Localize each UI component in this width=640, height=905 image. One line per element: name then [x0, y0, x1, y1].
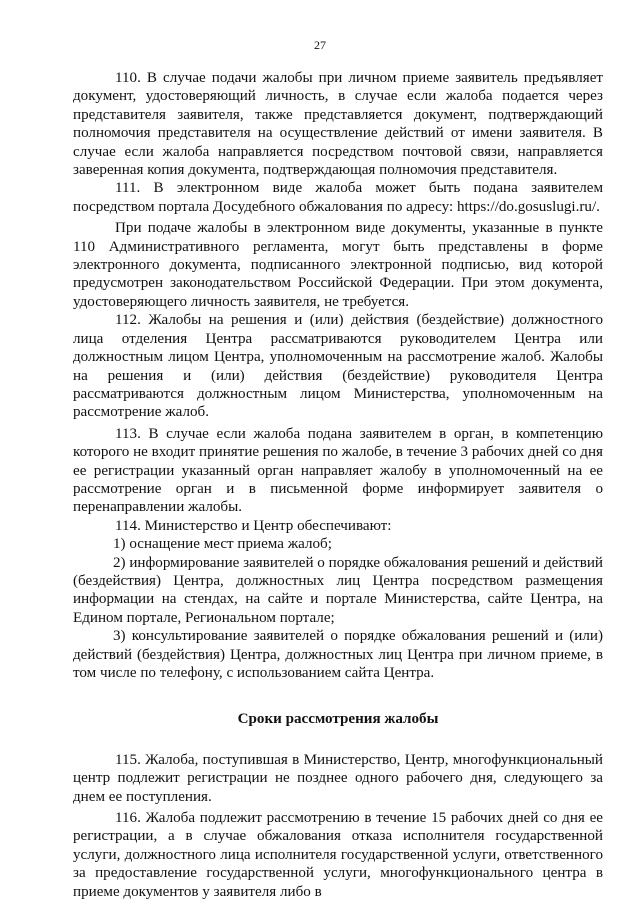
document-body — [73, 69, 603, 901]
list-item-1: 1) оснащение мест приема жалоб; — [113, 536, 332, 553]
section-heading: Сроки рассмотрения жалобы — [237, 711, 439, 728]
paragraph-112: 112. Жалобы на решения и (или) действия (бездействие) должностного лица отделения Центра рассматриваются руководителем Центра или должностным лицом Центра, уполномоченным на рассмотрение жалоб. Жалобы на решения и (или) действия (бездействие) руководителя Центра рассматриваются должностным лицом Министерства, уполномоченным на рассмотрение жалоб. — [73, 312, 603, 421]
paragraph-111: 111. В электронном виде жалоба может быть подана заявителем посредством портала Досудебного обжалования по адресу: https://do.gosuslugi.ru/. — [73, 180, 603, 215]
paragraph-electronic-submission: При подаче жалобы в электронном виде документы, указанные в пункте 110 Административного регламента, могут быть представлены в форме электронного документа, подписанного электронной подписью, вид которой предусмотрен законодательством Российской Федерации. При этом документа, удостоверяющего личность заявителя, не требуется. — [73, 220, 603, 310]
paragraph-113: 113. В случае если жалоба подана заявителем в орган, в компетенцию которого не входит принятие решения по жалобе, в течение 3 рабочих дней со дня ее регистрации указанный орган направляет жалобу в уполномоченный на ее рассмотрение орган и в письменной форме информирует заявителя о перенаправлении жалобы. — [73, 425, 603, 516]
list-item-2: 2) информирование заявителей о порядке обжалования решений и действий (бездействия) Центра, должностных лиц Центра посредством размещения информации на стендах, на сайте и портале Министерства, сайте Центра, на Едином портале, Региональном портале; — [73, 554, 604, 626]
paragraph-116: 116. Жалоба подлежит рассмотрению в течение 15 рабочих дней со дня ее регистрации, а в случае обжалования отказа исполнителя государственной услуги, должностного лица исполнителя государственной услуги, ответственного за предоставление государственной услуги, многофункционального центра в приеме документов у заявителя либо в — [73, 810, 603, 900]
paragraph-110: 110. В случае подачи жалобы при личном приеме заявитель предъявляет документ, удостоверяющий личность, в случае если жалоба подается через представителя заявителя, также представляется документ, подтверждающий полномочия представителя на осуществление действий от имени заявителя. В случае если жалоба направляется посредством почтовой связи, направляется заверенная копия документа, подтверждающая полномочия представителя. — [73, 70, 603, 179]
paragraph-114: 114. Министерство и Центр обеспечивают: — [115, 517, 392, 534]
list-item-3: 3) консультирование заявителей о порядке обжалования решений и (или) действий (бездействия) Центра, должностных лиц Центра при личном приеме, в том числе по телефону, с использованием сайта Центра. — [73, 628, 603, 681]
paragraph-115: 115. Жалоба, поступившая в Министерство, Центр, многофункциональный центр подлежит регистрации не позднее одного рабочего дня, следующего за днем ее поступления. — [73, 751, 603, 805]
page-number: 27 — [314, 38, 326, 52]
